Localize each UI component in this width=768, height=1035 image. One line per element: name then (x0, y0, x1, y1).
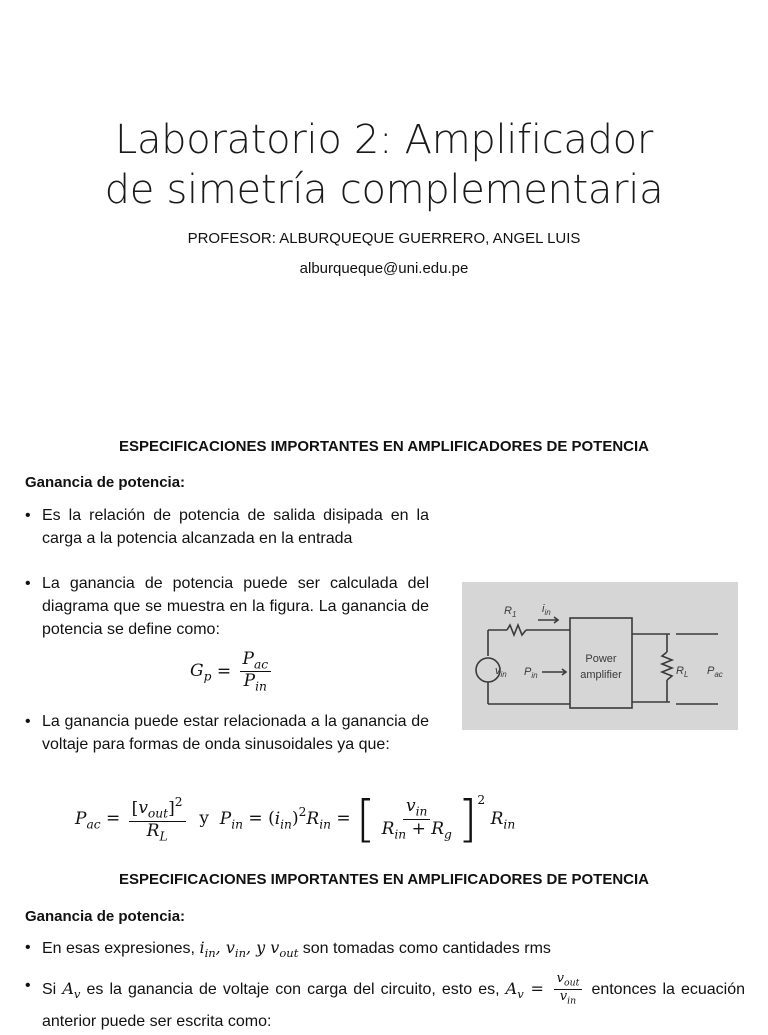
bullet-item: • Es la relación de potencia de salida disipada en la carga a la potencia alcanzada en la entrada (25, 504, 429, 550)
av-symbol: $A_v$ (62, 979, 81, 1002)
bullet-text: La ganancia puede estar relacionada a la ganancia de voltaje para formas de onda sinusoidales ya que: (42, 713, 429, 753)
iin-subscript: in (544, 608, 551, 617)
equation-conjunction: y (199, 808, 209, 829)
bullet-item: • En esas expresiones, $i_{in}$, $v_{in}$, y $v_{out}$ son tomadas como cantidades rms (25, 938, 551, 961)
svg-text:Pac (707, 665, 723, 679)
svg-text:vin (495, 665, 507, 679)
pin-subscript: in (531, 671, 538, 680)
svg-text:R1 (504, 605, 516, 619)
section-heading: ESPECIFICACIONES IMPORTANTES EN AMPLIFICADORES DE POTENCIA (118, 438, 650, 455)
block-label-power: Power (585, 653, 617, 665)
bullet-text: Si (42, 981, 57, 999)
power-equation: $P_{ac}$ = $\frac{[v_{out}]^2}{R_L}$ y $P_{in} = (i_{in})^2R_{in}$ = [ $\frac{v_{in}}{R_{in} + R_g}$ ]$^2$ $R_{in}$ (75, 790, 516, 848)
pac-label: P (707, 665, 715, 677)
rl-label: R (676, 665, 684, 677)
subheading: Ganancia de potencia: (25, 474, 186, 491)
subheading-2: Ganancia de potencia: (25, 908, 186, 925)
bullet-text: Es la relación de potencia de salida disipada en la carga a la potencia alcanzada en la entrada (42, 507, 429, 547)
r1-label: R (504, 605, 512, 617)
svg-text:iin (542, 603, 551, 617)
bullet-item: • La ganancia puede estar relacionada a la ganancia de voltaje para formas de onda sinusoidales ya que: (25, 710, 429, 756)
block-label-amplifier: amplifier (580, 669, 622, 681)
r1-subscript: 1 (511, 610, 517, 619)
bullet-item: • La ganancia de potencia puede ser calculada del diagrama que se muestra en la figura. La ganancia de potencia se define como: (25, 572, 429, 641)
svg-text:Pin (524, 666, 538, 680)
bullet-item: • Si $A_v$ es la ganancia de voltaje con carga del circuito, esto es, $A_v$ = $\frac{v_{out}}{v_{in}}$ entonces la ecuación anterior puede ser escrita como: (25, 971, 746, 1031)
title-line-2: de simetría complementaria (104, 167, 664, 213)
professor-name: PROFESOR: ALBURQUEQUE GUERRERO, ANGEL LUIS (187, 230, 581, 247)
vin-label: v (495, 665, 501, 677)
circuit-diagram (462, 582, 738, 730)
pac-subscript: ac (714, 670, 723, 679)
gain-equation: $G_p$ = $\frac{P_{ac}}{P_{in}}$ (190, 650, 274, 694)
bullet-text: son tomadas como cantidades rms (302, 940, 551, 957)
rms-variables: $i_{in}$, $v_{in}$, y $v_{out}$ (199, 938, 299, 961)
title-line-1: Laboratorio 2: Amplificador (114, 117, 653, 163)
av-definition: $A_v$ = $\frac{v_{out}}{v_{in}}$ (506, 979, 586, 998)
bullet-text: En esas expresiones, (42, 940, 195, 957)
iin-label: i (542, 603, 545, 615)
professor-email: alburqueque@uni.edu.pe (299, 260, 469, 277)
bullet-text: entonces la ecuación anterior puede ser escrita como: (42, 981, 746, 1031)
amplifier-circuit-figure (462, 582, 738, 730)
bullet-text: La ganancia de potencia puede ser calculada del diagrama que se muestra en la figura. La ganancia de potencia se define como: (42, 575, 429, 638)
svg-text:RL (676, 665, 688, 679)
bullet-text: es la ganancia de voltaje con carga del circuito, esto es, (86, 981, 500, 999)
rl-subscript: L (683, 670, 689, 679)
vin-subscript: in (500, 670, 507, 679)
section-heading-2: ESPECIFICACIONES IMPORTANTES EN AMPLIFICADORES DE POTENCIA (118, 871, 650, 888)
pin-label: P (524, 666, 532, 678)
